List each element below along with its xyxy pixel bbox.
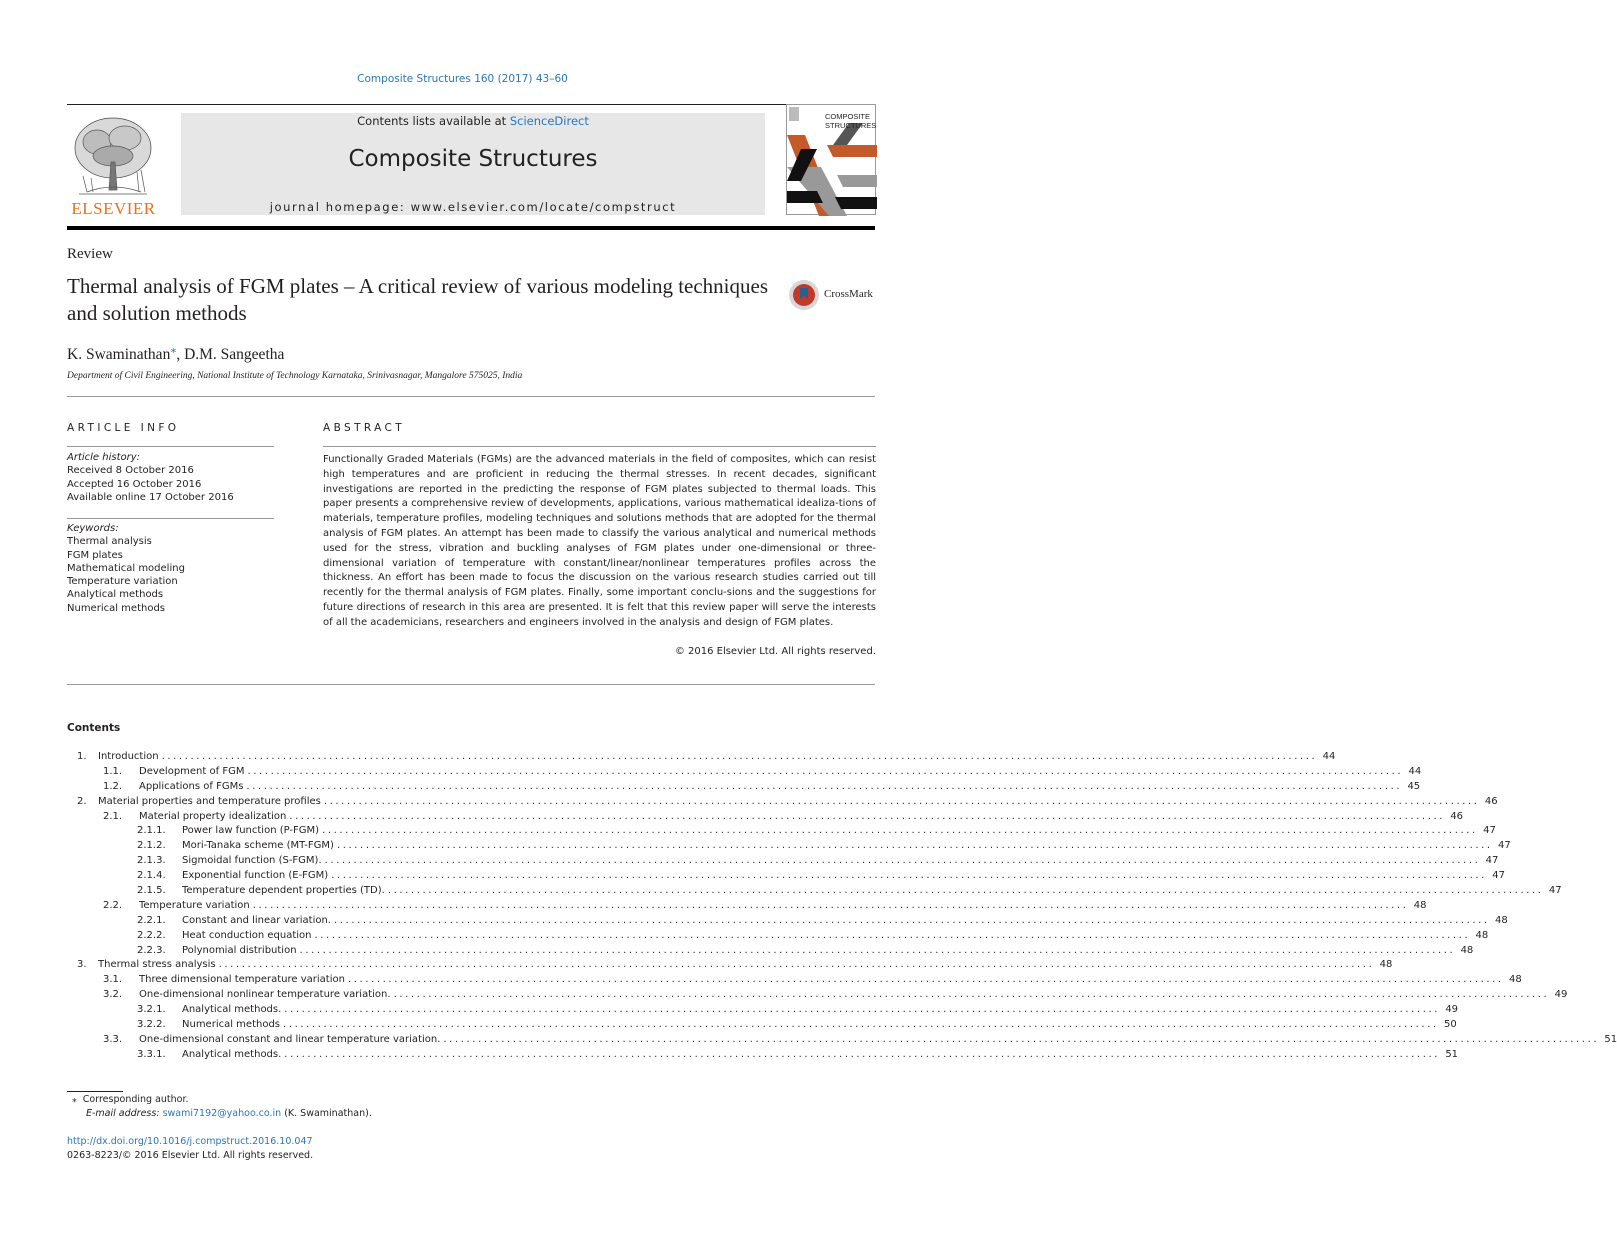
toc-entry-title[interactable]: Mori-Tanaka scheme (MT-FGM) (182, 840, 334, 852)
toc-leader-dots: ........................................................................................................................................................................................................ (387, 885, 1544, 897)
toc-entry-page[interactable]: 48 (1413, 899, 1427, 911)
toc-entry-title[interactable]: Exponential function (E-FGM) (182, 870, 329, 882)
toc-leader-dots: ........................................................................................................................................................................................................ (334, 914, 1490, 926)
toc-entry-number: 2.1.2. (137, 840, 166, 852)
keyword: Analytical methods (67, 589, 164, 601)
toc-leader-dots: ........................................................................................................................................................................................................ (284, 1048, 1441, 1060)
toc-entry-page[interactable]: 46 (1450, 810, 1464, 822)
toc-entry-number: 3.2.2. (137, 1019, 166, 1031)
toc-entry-page[interactable]: 47 (1497, 840, 1511, 852)
article-title: Thermal analysis of FGM plates – A critical review of various modeling techniques and solution methods (67, 274, 768, 325)
history-item: Received 8 October 2016 (67, 465, 194, 477)
toc-leader-dots: ........................................................................................................................................................................................................ (218, 959, 1375, 971)
toc-leader-dots: ........................................................................................................................................................................................................ (443, 1033, 1600, 1045)
toc-entry[interactable] (67, 885, 1562, 900)
toc-leader-dots: ........................................................................................................................................................................................................ (289, 810, 1446, 822)
toc-entry[interactable] (67, 929, 1489, 945)
table-of-contents (67, 751, 1617, 1064)
journal-reference-link[interactable]: Composite Structures 160 (2017) 43–60 (357, 73, 568, 85)
toc-entry-page[interactable]: 51 (1604, 1033, 1617, 1045)
header-bottom-rule (67, 226, 875, 230)
toc-entry-number: 2.1. (103, 810, 123, 822)
toc-entry[interactable] (67, 855, 1499, 870)
toc-entry-number: 1. (77, 751, 87, 762)
article-info-heading: ARTICLE INFO (67, 422, 180, 434)
elsevier-wordmark: ELSEVIER (71, 199, 156, 218)
affiliation: Department of Civil Engineering, National Institute of Technology Karnataka, Srinivasnagar, Mangalore 575025, India (67, 371, 523, 381)
issn-line: 0263-8223/© 2016 Elsevier Ltd. All rights reserved. (67, 1150, 314, 1161)
toc-entry-title[interactable]: Polynomial distribution (182, 944, 297, 956)
toc-entry-page[interactable]: 47 (1492, 870, 1505, 882)
article-history: Article history: Received 8 October 2016 Accepted 16 October 2016 Available online 17 October 2016 (67, 451, 274, 504)
keyword: Numerical methods (67, 602, 166, 614)
toc-entry-number: 2.2.1. (137, 914, 166, 926)
toc-entry-page[interactable]: 48 (1508, 974, 1522, 986)
email-link[interactable]: swami7192@yahoo.co.in (162, 1108, 282, 1119)
toc-leader-dots: ........................................................................................................................................................................................................ (393, 989, 1550, 1001)
toc-entry-page[interactable]: 48 (1495, 914, 1508, 926)
contents-heading: Contents (67, 722, 121, 734)
author-name: K. Swaminathan (67, 346, 171, 364)
toc-entry-title[interactable]: Analytical methods. (182, 1004, 282, 1016)
toc-entry-title[interactable]: Thermal stress analysis (98, 959, 216, 971)
toc-entry-page[interactable]: 45 (1407, 780, 1421, 792)
journal-title: Composite Structures (348, 146, 598, 172)
toc-entry-number: 1.1. (103, 765, 123, 777)
toc-entry-title[interactable]: Development of FGM (139, 765, 245, 777)
toc-entry-title[interactable]: Temperature variation (139, 899, 250, 911)
abstract-bottom-rule (67, 684, 875, 685)
toc-entry-number: 2.2.3. (137, 944, 166, 956)
toc-entry-title[interactable]: Heat conduction equation (182, 929, 312, 941)
history-item: Accepted 16 October 2016 (67, 478, 202, 490)
toc-entry-page[interactable]: 48 (1475, 929, 1489, 941)
contents-available-line: Contents lists available at ScienceDirect (357, 114, 589, 128)
toc-entry-title[interactable]: Applications of FGMs (139, 780, 244, 792)
toc-entry-title[interactable]: Three dimensional temperature variation (139, 974, 345, 986)
crossmark-icon[interactable] (788, 279, 820, 311)
journal-cover-image (786, 104, 876, 215)
corresponding-author-mark[interactable]: ⁎ (170, 342, 177, 356)
article-type: Review (67, 246, 113, 262)
toc-entry-title[interactable]: Introduction (98, 751, 159, 762)
affiliation-rule (67, 396, 875, 397)
toc-entry-page[interactable]: 49 (1445, 1004, 1459, 1016)
toc-entry[interactable] (67, 840, 1511, 855)
toc-entry-page[interactable]: 47 (1483, 825, 1496, 837)
toc-entry-number: 2.1.5. (137, 885, 166, 897)
toc-entry[interactable] (67, 944, 1474, 960)
toc-leader-dots: ........................................................................................................................................................................................................ (324, 855, 1481, 867)
toc-entry[interactable] (67, 899, 1427, 915)
sciencedirect-link[interactable]: ScienceDirect (509, 114, 589, 128)
toc-entry[interactable] (67, 751, 1336, 766)
toc-entry-number: 2.2. (103, 899, 123, 911)
toc-entry-title[interactable]: Temperature dependent properties (TD). (182, 885, 385, 897)
toc-entry-page[interactable]: 46 (1484, 795, 1498, 807)
history-item: Available online 17 October 2016 (67, 491, 234, 503)
author-list (67, 342, 284, 364)
toc-entry-number: 2. (77, 795, 87, 807)
journal-homepage[interactable]: journal homepage: www.elsevier.com/locate/compstruct (269, 200, 677, 214)
toc-leader-dots: ........................................................................................................................................................................................................ (331, 870, 1487, 882)
author-name: , D.M. Sangeetha (176, 346, 285, 364)
toc-entry-number: 3.3. (103, 1033, 123, 1045)
keyword: Thermal analysis (67, 536, 152, 548)
toc-entry-number: 3.2.1. (137, 1004, 166, 1016)
toc-leader-dots: ........................................................................................................................................................................................................ (336, 840, 1493, 852)
abstract-rule (323, 446, 876, 447)
abstract-text: Functionally Graded Materials (FGMs) are the advanced materials in the field of composites, which can resist high temperatures and are proficient in reducing the thermal stresses. In recent decades, significant investigations are reported in the predicting the response of FGM plates subjected to thermal loads. This paper presents a comprehensive review of developments, applications, various mathematical idealiza-tions of materials, temperature profiles, modeling techniques and solutions methods that are adopted for the thermal analysis of FGM plates. An attempt has been made to classify the various analytical and numerical methods used for the stress, vibration and buckling analyses of FGM plates under one-dimensional or three-dimensional variation of temperature with constant/linear/nonlinear temperatures profiles across the thickness. An effort has been made to focus the discussion on the various research studies carried out till recently for the thermal analysis of FGM plates. Finally, some important conclu-sions and the suggestions for future directions of research in this area are presented. It is felt that this review paper will serve the interests of all the academicians, researchers and engineers involved in the analysis and design of FGM plates. (323, 454, 876, 628)
toc-leader-dots: ........................................................................................................................................................................................................ (323, 795, 1480, 807)
abstract-copyright: © 2016 Elsevier Ltd. All rights reserved. (674, 646, 876, 657)
toc-entry-number: 1.2. (103, 780, 123, 792)
toc-entry-page[interactable]: 48 (1379, 959, 1393, 971)
toc-entry[interactable] (67, 1048, 1459, 1064)
toc-entry-page[interactable]: 48 (1460, 944, 1474, 956)
toc-entry-number: 2.2.2. (137, 929, 166, 941)
toc-entry[interactable] (67, 974, 1522, 989)
keyword: Mathematical modeling (67, 562, 185, 574)
footnote-rule (67, 1091, 123, 1092)
keywords: Keywords: Thermal analysis FGM plates Mathematical modeling Temperature variation Analytical methods Numerical methods (67, 522, 274, 615)
toc-entry-page[interactable]: 44 (1408, 765, 1422, 777)
toc-entry-title[interactable]: Sigmoidal function (S-FGM). (182, 855, 322, 867)
toc-leader-dots: ........................................................................................................................................................................................................ (299, 944, 1456, 956)
toc-entry-number: 3.1. (103, 974, 123, 986)
corresponding-author-footnote: ⁎ Corresponding author. (72, 1094, 189, 1105)
toc-entry-title[interactable]: Material properties and temperature profiles (98, 795, 321, 807)
toc-leader-dots: ........................................................................................................................................................................................................ (247, 765, 1404, 777)
toc-entry-page[interactable]: 47 (1485, 855, 1499, 867)
toc-entry[interactable] (67, 780, 1421, 796)
toc-entry-page[interactable]: 44 (1322, 751, 1336, 762)
toc-entry-title[interactable]: Numerical methods (182, 1019, 281, 1031)
toc-entry-title[interactable]: One-dimensional nonlinear temperature variation. (139, 989, 391, 1001)
cover-title: COMPOSITE STRUCTURES (825, 112, 877, 130)
toc-entry[interactable] (67, 959, 1393, 974)
toc-entry-title[interactable]: Analytical methods. (182, 1048, 282, 1060)
toc-entry-number: 2.1.1. (137, 825, 166, 837)
toc-leader-dots: ........................................................................................................................................................................................................ (246, 780, 1403, 792)
toc-leader-dots: ........................................................................................................................................................................................................ (161, 751, 1318, 762)
toc-entry-number: 3.3.1. (137, 1048, 166, 1060)
toc-entry[interactable] (67, 1033, 1617, 1049)
toc-entry-number: 2.1.3. (137, 855, 166, 867)
keywords-rule (67, 518, 274, 519)
toc-leader-dots: ........................................................................................................................................................................................................ (284, 1004, 1441, 1016)
toc-entry[interactable] (67, 765, 1422, 781)
crossmark-label[interactable]: CrossMark (824, 288, 873, 300)
toc-entry-title[interactable]: Power law function (P-FGM) (182, 825, 320, 837)
toc-leader-dots: ........................................................................................................................................................................................................ (283, 1019, 1439, 1031)
toc-leader-dots: ........................................................................................................................................................................................................ (252, 899, 1409, 911)
abstract-heading: ABSTRACT (323, 422, 406, 434)
doi-link[interactable]: http://dx.doi.org/10.1016/j.compstruct.2016.10.047 (67, 1136, 313, 1147)
toc-leader-dots: ........................................................................................................................................................................................................ (347, 974, 1504, 986)
toc-entry-number: 3.2. (103, 989, 123, 1001)
toc-entry[interactable] (67, 989, 1568, 1004)
toc-entry-page[interactable]: 47 (1548, 885, 1562, 897)
toc-entry-title[interactable]: Constant and linear variation. (182, 914, 331, 926)
keyword: Temperature variation (67, 576, 178, 588)
toc-entry-page[interactable]: 50 (1444, 1019, 1457, 1031)
toc-entry[interactable] (67, 870, 1505, 885)
toc-entry[interactable] (67, 1019, 1457, 1034)
toc-entry[interactable] (67, 914, 1508, 930)
toc-entry-page[interactable]: 51 (1445, 1048, 1459, 1060)
toc-entry-page[interactable]: 49 (1554, 989, 1568, 1001)
email-footnote: E-mail address: swami7192@yahoo.co.in (K. Swaminathan). (86, 1108, 372, 1119)
toc-entry-number: 3. (77, 959, 87, 971)
toc-entry[interactable] (67, 1004, 1459, 1019)
article-info-rule (67, 446, 274, 447)
toc-entry-title[interactable]: One-dimensional constant and linear temperature variation. (139, 1033, 441, 1045)
toc-entry-number: 2.1.4. (137, 870, 166, 882)
toc-leader-dots: ........................................................................................................................................................................................................ (314, 929, 1471, 941)
toc-leader-dots: ........................................................................................................................................................................................................ (322, 825, 1478, 837)
toc-entry[interactable] (67, 825, 1496, 840)
toc-entry[interactable] (67, 810, 1464, 826)
toc-entry-title[interactable]: Material property idealization (139, 810, 287, 822)
header-top-rule (67, 104, 875, 105)
toc-entry[interactable] (67, 795, 1498, 811)
keyword: FGM plates (67, 549, 123, 561)
